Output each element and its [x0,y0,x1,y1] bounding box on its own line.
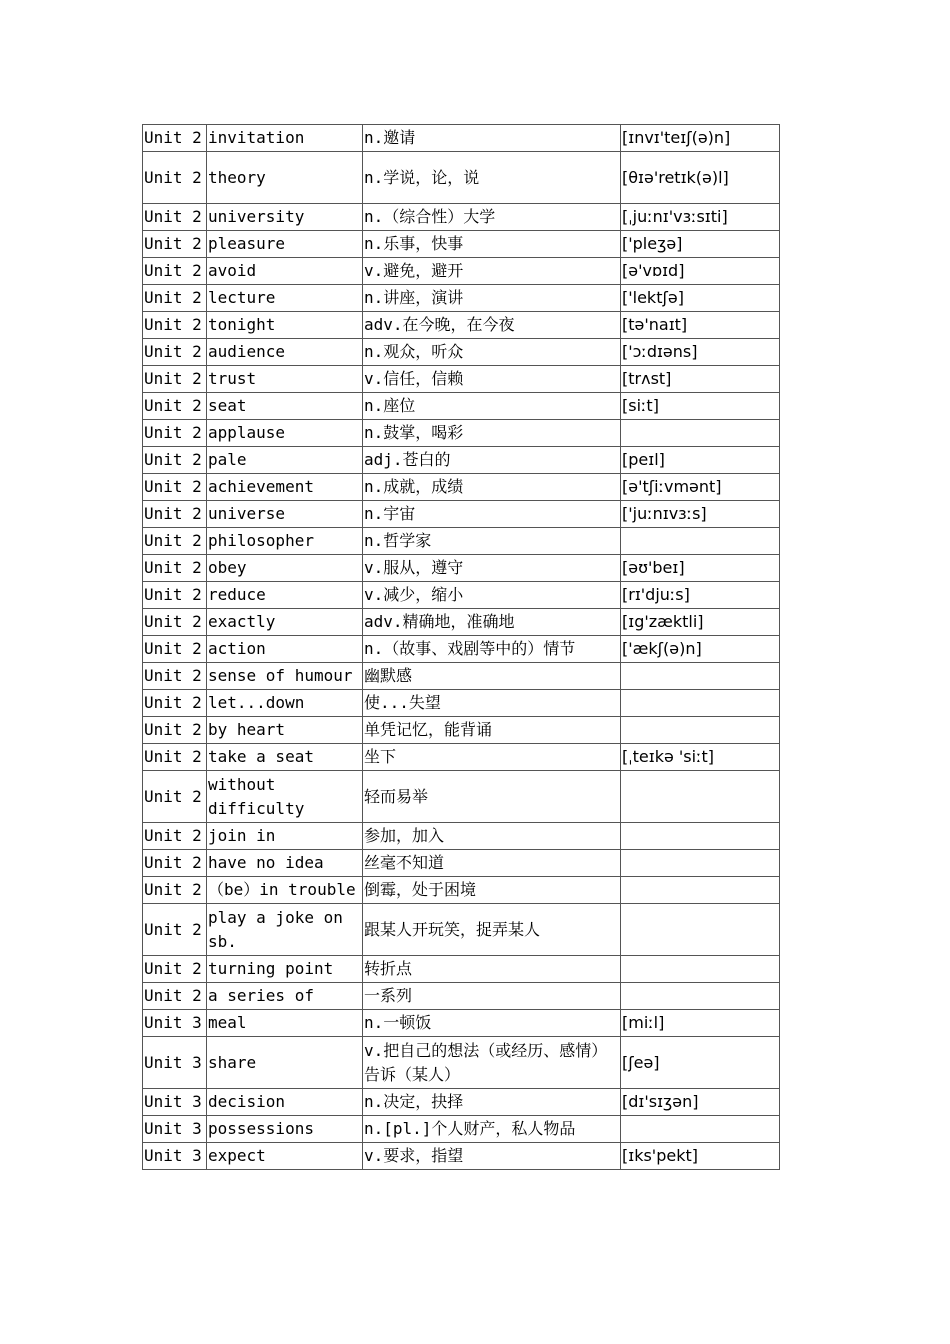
phonetic-cell [621,690,780,717]
word-cell: achievement [207,474,363,501]
unit-cell: Unit 2 [143,420,207,447]
word-cell: obey [207,555,363,582]
unit-cell: Unit 2 [143,285,207,312]
meaning-cell: n.学说，论，说 [363,152,621,204]
word-cell: seat [207,393,363,420]
meaning-cell: n.观众，听众 [363,339,621,366]
table-row [143,1089,780,1116]
word-cell: play a joke on sb. [207,904,363,956]
table-row [143,690,780,717]
meaning-cell: n.决定，抉择 [363,1089,621,1116]
word-cell: philosopher [207,528,363,555]
table-row [143,1010,780,1037]
phonetic-cell [621,663,780,690]
phonetic-cell: ['juːnɪvɜːs] [621,501,780,528]
word-cell: have no idea [207,850,363,877]
table-row [143,447,780,474]
table-row [143,204,780,231]
meaning-cell: 转折点 [363,956,621,983]
phonetic-cell: [miːl] [621,1010,780,1037]
unit-cell: Unit 2 [143,528,207,555]
word-cell: by heart [207,717,363,744]
word-cell: share [207,1037,363,1089]
unit-cell: Unit 3 [143,1037,207,1089]
phonetic-cell: [ə'vɒɪd] [621,258,780,285]
word-cell: exactly [207,609,363,636]
phonetic-cell: [rɪ'djuːs] [621,582,780,609]
table-row [143,609,780,636]
word-cell: audience [207,339,363,366]
meaning-cell: n.哲学家 [363,528,621,555]
table-row [143,663,780,690]
table-row [143,125,780,152]
unit-cell: Unit 2 [143,231,207,258]
meaning-cell: n.成就，成绩 [363,474,621,501]
unit-cell: Unit 2 [143,983,207,1010]
unit-cell: Unit 2 [143,501,207,528]
phonetic-cell: [ɪg'zæktli] [621,609,780,636]
vocabulary-table [142,124,780,1170]
table-row [143,1116,780,1143]
table-row [143,339,780,366]
vocabulary-table-body [143,125,780,1170]
phonetic-cell [621,528,780,555]
phonetic-cell [621,717,780,744]
table-row [143,420,780,447]
word-cell: meal [207,1010,363,1037]
meaning-cell: 丝毫不知道 [363,850,621,877]
phonetic-cell: ['ɔːdɪəns] [621,339,780,366]
unit-cell: Unit 2 [143,823,207,850]
table-row [143,904,780,956]
phonetic-cell: [əʊ'beɪ] [621,555,780,582]
unit-cell: Unit 2 [143,125,207,152]
word-cell: tonight [207,312,363,339]
table-row [143,231,780,258]
word-cell: pale [207,447,363,474]
phonetic-cell: [θɪə'retɪk(ə)l] [621,152,780,204]
word-cell: join in [207,823,363,850]
phonetic-cell [621,983,780,1010]
meaning-cell: n.讲座，演讲 [363,285,621,312]
meaning-cell: n.座位 [363,393,621,420]
unit-cell: Unit 2 [143,717,207,744]
phonetic-cell [621,823,780,850]
unit-cell: Unit 2 [143,152,207,204]
meaning-cell: n.邀请 [363,125,621,152]
table-row [143,152,780,204]
word-cell: avoid [207,258,363,285]
phonetic-cell: ['lektʃə] [621,285,780,312]
meaning-cell: v.把自己的想法（或经历、感情）告诉（某人） [363,1037,621,1089]
meaning-cell: n.乐事，快事 [363,231,621,258]
meaning-cell: n.宇宙 [363,501,621,528]
meaning-cell: 跟某人开玩笑，捉弄某人 [363,904,621,956]
table-row [143,744,780,771]
meaning-cell: v.服从，遵守 [363,555,621,582]
word-cell: invitation [207,125,363,152]
word-cell: decision [207,1089,363,1116]
unit-cell: Unit 2 [143,877,207,904]
phonetic-cell [621,877,780,904]
unit-cell: Unit 2 [143,904,207,956]
phonetic-cell [621,956,780,983]
table-row [143,636,780,663]
unit-cell: Unit 2 [143,636,207,663]
phonetic-cell: [ɪnvɪ'teɪʃ(ə)n] [621,125,780,152]
meaning-cell: v.要求，指望 [363,1143,621,1170]
word-cell: lecture [207,285,363,312]
table-row [143,312,780,339]
word-cell: （be）in trouble [207,877,363,904]
phonetic-cell: [ʃeə] [621,1037,780,1089]
unit-cell: Unit 2 [143,312,207,339]
word-cell: applause [207,420,363,447]
table-row [143,877,780,904]
meaning-cell: v.避免，避开 [363,258,621,285]
meaning-cell: 使...失望 [363,690,621,717]
meaning-cell: 参加，加入 [363,823,621,850]
phonetic-cell: [peɪl] [621,447,780,474]
word-cell: action [207,636,363,663]
table-row [143,474,780,501]
table-row [143,956,780,983]
word-cell: turning point [207,956,363,983]
word-cell: let...down [207,690,363,717]
unit-cell: Unit 3 [143,1143,207,1170]
meaning-cell: n.鼓掌，喝彩 [363,420,621,447]
phonetic-cell: [ə'tʃiːvmənt] [621,474,780,501]
unit-cell: Unit 2 [143,366,207,393]
table-row [143,850,780,877]
word-cell: reduce [207,582,363,609]
meaning-cell: v.信任，信赖 [363,366,621,393]
meaning-cell: adv.精确地，准确地 [363,609,621,636]
table-row [143,1037,780,1089]
table-row [143,823,780,850]
unit-cell: Unit 2 [143,447,207,474]
phonetic-cell: [ɪks'pekt] [621,1143,780,1170]
meaning-cell: 幽默感 [363,663,621,690]
unit-cell: Unit 3 [143,1010,207,1037]
unit-cell: Unit 3 [143,1089,207,1116]
phonetic-cell [621,771,780,823]
unit-cell: Unit 2 [143,850,207,877]
unit-cell: Unit 2 [143,474,207,501]
unit-cell: Unit 2 [143,771,207,823]
unit-cell: Unit 2 [143,956,207,983]
meaning-cell: n.（故事、戏剧等中的）情节 [363,636,621,663]
phonetic-cell [621,850,780,877]
unit-cell: Unit 2 [143,690,207,717]
table-row [143,366,780,393]
phonetic-cell: ['pleʒə] [621,231,780,258]
phonetic-cell: [ˌteɪkə 'siːt] [621,744,780,771]
unit-cell: Unit 3 [143,1116,207,1143]
word-cell: trust [207,366,363,393]
meaning-cell: 单凭记忆，能背诵 [363,717,621,744]
phonetic-cell: [siːt] [621,393,780,420]
phonetic-cell: [dɪ'sɪʒən] [621,1089,780,1116]
table-row [143,582,780,609]
meaning-cell: n.一顿饭 [363,1010,621,1037]
table-row [143,717,780,744]
table-row [143,285,780,312]
unit-cell: Unit 2 [143,744,207,771]
word-cell: universe [207,501,363,528]
table-row [143,983,780,1010]
word-cell: pleasure [207,231,363,258]
meaning-cell: 坐下 [363,744,621,771]
unit-cell: Unit 2 [143,339,207,366]
meaning-cell: 一系列 [363,983,621,1010]
word-cell: expect [207,1143,363,1170]
table-row [143,258,780,285]
meaning-cell: n.（综合性）大学 [363,204,621,231]
table-row [143,501,780,528]
phonetic-cell: ['ækʃ(ə)n] [621,636,780,663]
phonetic-cell: [ˌjuːnɪ'vɜːsɪti] [621,204,780,231]
word-cell: sense of humour [207,663,363,690]
table-row [143,1143,780,1170]
meaning-cell: v.减少，缩小 [363,582,621,609]
word-cell: possessions [207,1116,363,1143]
phonetic-cell [621,420,780,447]
phonetic-cell [621,904,780,956]
unit-cell: Unit 2 [143,663,207,690]
meaning-cell: 轻而易举 [363,771,621,823]
unit-cell: Unit 2 [143,393,207,420]
table-row [143,771,780,823]
unit-cell: Unit 2 [143,582,207,609]
table-row [143,393,780,420]
phonetic-cell [621,1116,780,1143]
word-cell: theory [207,152,363,204]
unit-cell: Unit 2 [143,609,207,636]
table-row [143,528,780,555]
word-cell: university [207,204,363,231]
word-cell: take a seat [207,744,363,771]
table-row [143,555,780,582]
unit-cell: Unit 2 [143,204,207,231]
meaning-cell: adj.苍白的 [363,447,621,474]
word-cell: without difficulty [207,771,363,823]
unit-cell: Unit 2 [143,555,207,582]
unit-cell: Unit 2 [143,258,207,285]
phonetic-cell: [trʌst] [621,366,780,393]
meaning-cell: adv.在今晚，在今夜 [363,312,621,339]
phonetic-cell: [tə'naɪt] [621,312,780,339]
meaning-cell: n.[pl.]个人财产，私人物品 [363,1116,621,1143]
word-cell: a series of [207,983,363,1010]
meaning-cell: 倒霉，处于困境 [363,877,621,904]
